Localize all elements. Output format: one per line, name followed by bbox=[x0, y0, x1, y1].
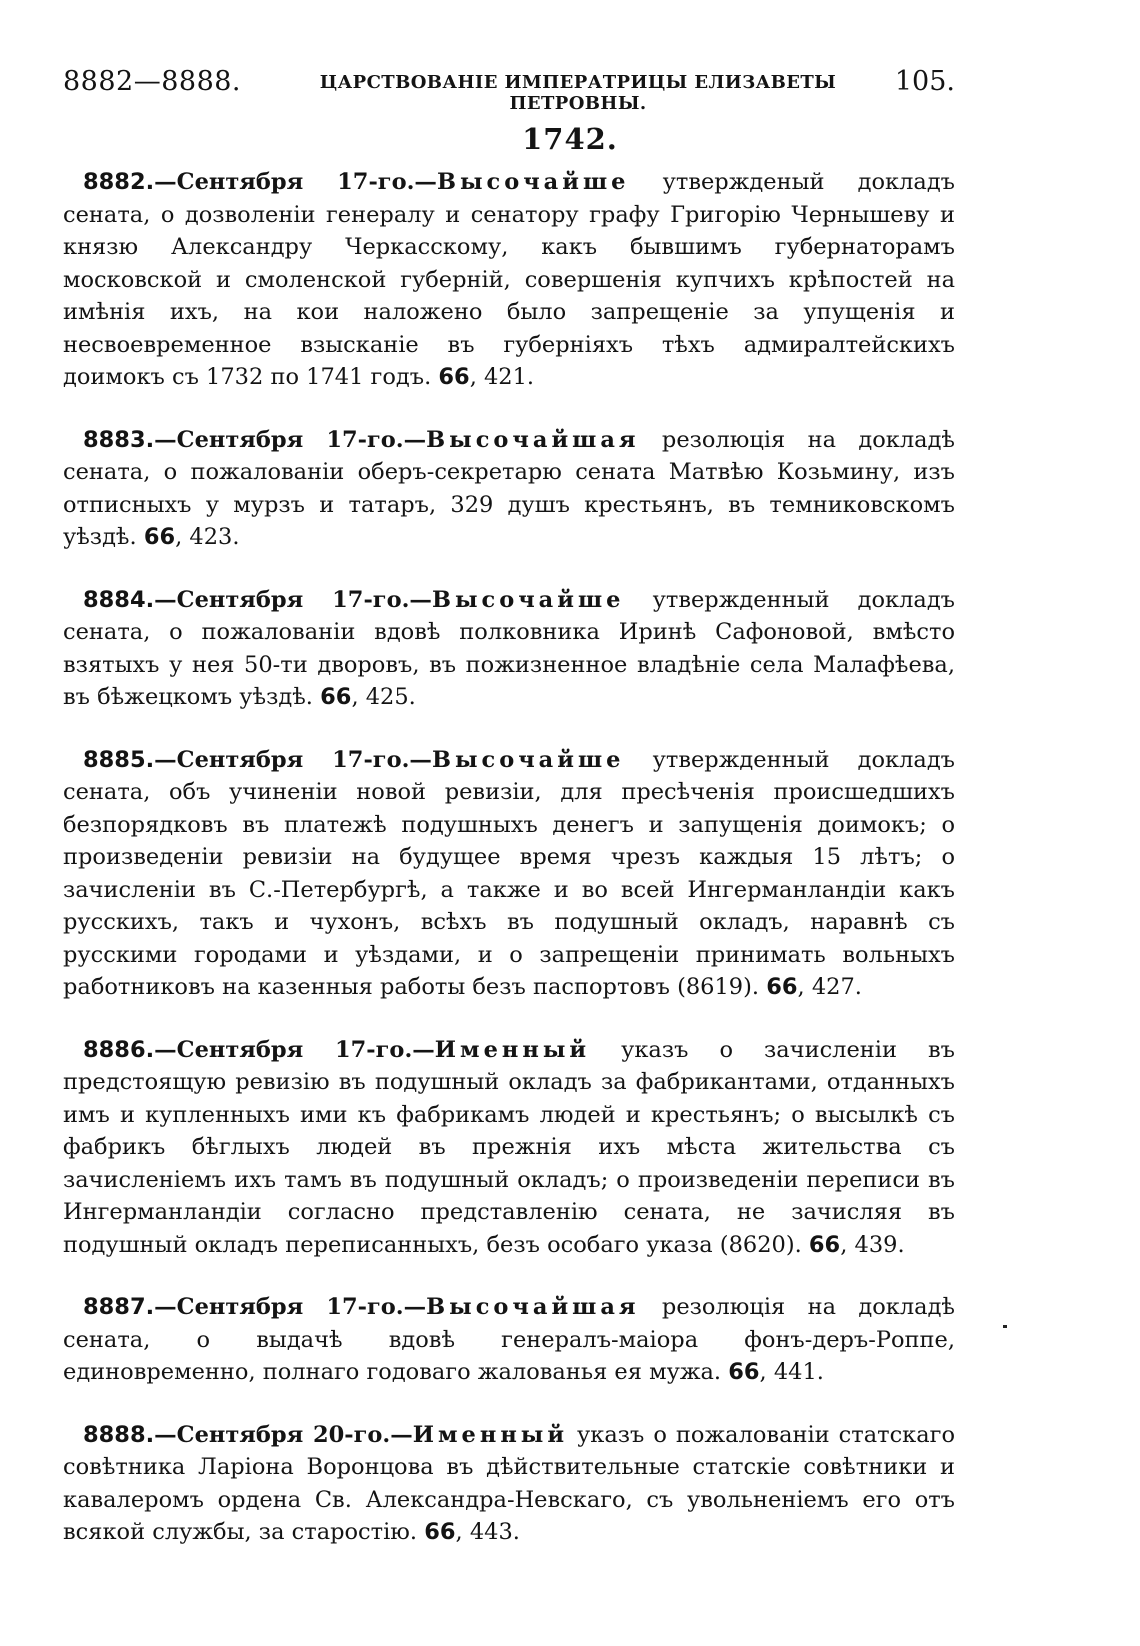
entry-kind: Именный bbox=[412, 1421, 569, 1448]
page-number: 105. bbox=[894, 66, 955, 97]
running-head bbox=[63, 66, 955, 114]
entry-page-ref: , 443. bbox=[455, 1519, 520, 1545]
entry-8882 bbox=[63, 166, 955, 394]
entry-text: утвержденый докладъ сената, о дозволеніи генералу и сенатору графу Григорію Чернышеву и князю Александру Черкасскому, какъ бывшимъ губернаторамъ московской и смоленской губерній, совершенія купчихъ крѣпостей на имѣнія ихъ, на кои наложено было запрещеніе за упущенія и несвоевременное взысканіе въ губерніяхъ тѣхъ адмиралтейскихъ доимокъ съ 1732 по 1741 годъ. bbox=[63, 169, 955, 390]
entry-date: —Сентября 20-го.— bbox=[154, 1421, 413, 1448]
entry-text: утвержденный докладъ сената, о пожалованіи вдовѣ полковника Иринѣ Сафоновой, вмѣсто взятыхъ у нея 50-ти дворовъ, въ пожизненное владѣніе села Малафѣева, въ бѣжецкомъ уѣздѣ. bbox=[63, 586, 955, 710]
entry-number: 8883. bbox=[83, 426, 155, 453]
entry-text: резолюція на докладѣ сената, о пожалованіи оберъ-секретарю сената Матвѣю Козьмину, изъ отписныхъ у мурзъ и татаръ, 329 душъ крестьянъ, въ темниковскомъ уѣздѣ. bbox=[63, 426, 955, 550]
entry-volume-ref: 66 bbox=[320, 684, 352, 710]
entry-number: 8887. bbox=[83, 1294, 155, 1320]
entry-number: 8886. bbox=[83, 1036, 155, 1063]
entry-date: —Сентября 17-го.— bbox=[154, 1036, 435, 1063]
entry-text: указъ о зачисленіи въ предстоящую ревизію въ подушный окладъ за фабрикантами, отданныхъ имъ и купленныхъ ими къ фабрикамъ людей и крестьянъ; о высылкѣ съ фабрикъ бѣглыхъ людей въ прежнія ихъ мѣста жительства съ зачисленіемъ ихъ тамъ въ подушный окладъ; о произведеніи переписи въ Ингерманландіи согласно представленію сената, не зачисляя въ подушный окладъ переписанныхъ, безъ особаго указа (8620). bbox=[63, 1036, 955, 1258]
entries-list bbox=[63, 166, 955, 1579]
entry-8885 bbox=[63, 744, 955, 1004]
entry-8883 bbox=[63, 424, 955, 554]
entry-kind: Высочайше bbox=[436, 169, 630, 195]
entry-8886 bbox=[63, 1034, 955, 1262]
entry-page-ref: , 423. bbox=[175, 524, 240, 550]
entry-volume-ref: 66 bbox=[424, 1519, 456, 1545]
entry-8884 bbox=[63, 584, 955, 714]
entry-page-ref: , 427. bbox=[797, 974, 862, 1000]
entry-text: указъ о пожалованіи статскаго совѣтника Ларіона Воронцова въ дѣйствительные статскіе совѣтники и кавалеромъ ордена Св. Александра-Невскаго, съ увольненіемъ его отъ всякой службы, за старостію. bbox=[63, 1421, 955, 1545]
entry-page-ref: , 425. bbox=[351, 684, 416, 710]
entry-kind: Высочайше bbox=[431, 586, 625, 613]
entry-date: —Сентября 17-го.— bbox=[154, 586, 432, 613]
entry-8887 bbox=[63, 1291, 955, 1389]
entry-number: 8885. bbox=[83, 746, 155, 773]
entry-text: утвержденный докладъ сената, объ учиненіи новой ревизіи, для пресѣченія происшедшихъ безпорядковъ въ платежѣ подушныхъ денегъ и запущенія доимокъ; о произведеніи ревизіи на будущее время чрезъ каждыя 15 лѣтъ; о зачисленіи въ С.-Петербургѣ, а также и во всей Ингерманландіи какъ русскихъ, такъ и чухонъ, всѣхъ въ подушный окладъ, наравнѣ съ русскими городами и уѣздами, и о запрещеніи принимать вольныхъ работниковъ на казенныя работы безъ паспортовъ (8619). bbox=[63, 746, 955, 1000]
entry-volume-ref: 66 bbox=[143, 524, 176, 550]
entry-date: —Сентября 17-го.— bbox=[154, 426, 427, 453]
entry-date: —Сентября 17-го.— bbox=[154, 169, 437, 195]
entry-kind: Высочайшая bbox=[426, 1294, 640, 1320]
entry-kind: Именный bbox=[434, 1036, 591, 1063]
entry-8888 bbox=[63, 1419, 955, 1549]
entry-page-ref: , 421. bbox=[469, 364, 535, 390]
running-title: ЦАРСТВОВАНІЕ ИМПЕРАТРИЦЫ ЕЛИЗАВЕТЫ ПЕТРОВНЫ. bbox=[319, 72, 837, 114]
entry-volume-ref: 66 bbox=[766, 974, 798, 1000]
entry-kind: Высочайшая bbox=[426, 426, 640, 453]
entry-volume-ref: 66 bbox=[438, 364, 470, 390]
ink-speck bbox=[1003, 1325, 1007, 1328]
entry-number: 8882. bbox=[83, 169, 155, 195]
entry-kind: Высочайше bbox=[431, 746, 625, 773]
entry-text: резолюція на докладѣ сената, о выдачѣ вдовѣ генералъ-маіора фонъ-деръ-Роппе, единовременно, полнаго годоваго жалованья ея мужа. bbox=[63, 1294, 955, 1385]
entry-date: —Сентября 17-го.— bbox=[154, 746, 432, 773]
entry-page-ref: , 441. bbox=[759, 1359, 824, 1385]
entry-page-ref: , 439. bbox=[840, 1231, 905, 1258]
entry-number: 8888. bbox=[83, 1421, 155, 1448]
entry-date: —Сентября 17-го.— bbox=[154, 1294, 427, 1320]
entry-volume-ref: 66 bbox=[728, 1359, 760, 1385]
year-heading: 1742. bbox=[522, 122, 618, 156]
entry-volume-ref: 66 bbox=[808, 1231, 841, 1258]
entry-range: 8882—8888. bbox=[63, 66, 242, 97]
entry-number: 8884. bbox=[83, 586, 155, 613]
